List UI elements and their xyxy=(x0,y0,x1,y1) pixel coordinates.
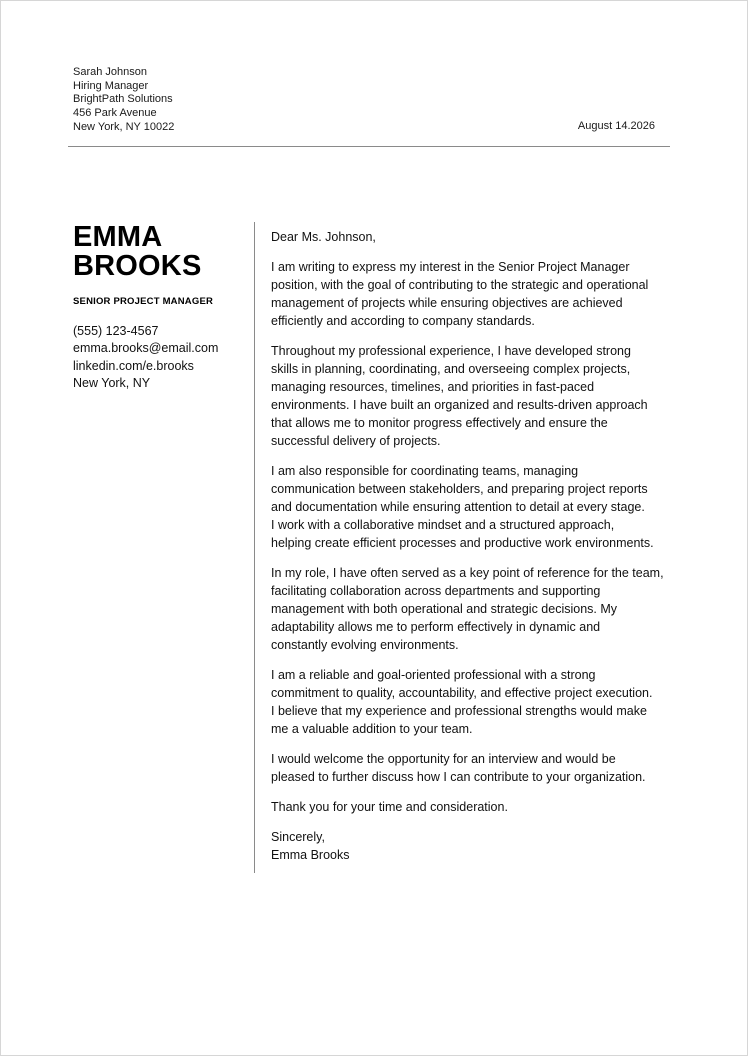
sender-email: emma.brooks@email.com xyxy=(73,341,219,356)
letter-paragraph: In my role, I have often served as a key point of reference for the team, facilitating collaboration across departments and supporting management with both operational and strategic decisions. My adaptability allows me to perform effectively in dynamic and constantly evolving environments. xyxy=(271,566,664,652)
sender-location: New York, NY xyxy=(73,375,151,390)
recipient-name: Sarah Johnson xyxy=(73,66,147,78)
sender-name xyxy=(73,223,243,280)
recipient-company: BrightPath Solutions xyxy=(73,93,173,106)
sender-phone: (555) 123-4567 xyxy=(73,324,159,338)
letter-paragraph: Throughout my professional experience, I have developed strong skills in planning, coordinating, and overseeing complex projects, managing resources, timelines, and priorities in fast-paced environments. I have built an organized and results-driven approach that allows me to monitor progress effectively and ensure the successful delivery of projects. xyxy=(271,344,648,448)
header-divider xyxy=(68,146,670,147)
recipient-title: Hiring Manager xyxy=(73,79,149,92)
letter-date: August 14.2026 xyxy=(577,120,655,132)
closing-phrase: Sincerely, xyxy=(271,830,325,844)
signature-name: Emma Brooks xyxy=(271,848,350,862)
sender-linkedin: linkedin.com/e.brooks xyxy=(73,358,194,373)
letter-salutation: Dear Ms. Johnson, xyxy=(271,230,376,244)
sender-last-name: BROOKS xyxy=(73,249,202,282)
letter-paragraph: Thank you for your time and consideration. xyxy=(271,800,508,814)
column-divider xyxy=(254,222,255,873)
recipient-city: New York, NY 10022 xyxy=(73,120,175,133)
sender-sidebar xyxy=(73,223,243,392)
sender-first-name: EMMA xyxy=(73,221,163,253)
letter-body xyxy=(271,228,671,864)
letter-paragraph: I am writing to express my interest in the Senior Project Manager position, with the goal of contributing to the strategic and operational management of projects while ensuring objectives are achieved efficiently and according to company standards. xyxy=(271,260,649,328)
letter-paragraph: I am also responsible for coordinating teams, managing communication between stakeholders, and preparing project reports and documentation while ensuring attention to detail at every stage. I work with a collaborative mindset and a structured approach, helping create efficient processes and productive work environments. xyxy=(271,464,654,550)
recipient-street: 456 Park Avenue xyxy=(73,107,157,120)
letter-closing xyxy=(271,828,671,864)
recipient-block xyxy=(73,66,174,135)
sender-contact xyxy=(73,323,243,392)
letter-paragraph: I would welcome the opportunity for an interview and would be pleased to further discuss how I can contribute to your organization. xyxy=(271,752,646,784)
sender-job-title: SENIOR PROJECT MANAGER xyxy=(73,296,214,307)
letter-paragraph: I am a reliable and goal-oriented professional with a strong commitment to quality, accountability, and effective project execution. I believe that my experience and professional strengths would make me a valuable addition to your team. xyxy=(271,668,653,736)
